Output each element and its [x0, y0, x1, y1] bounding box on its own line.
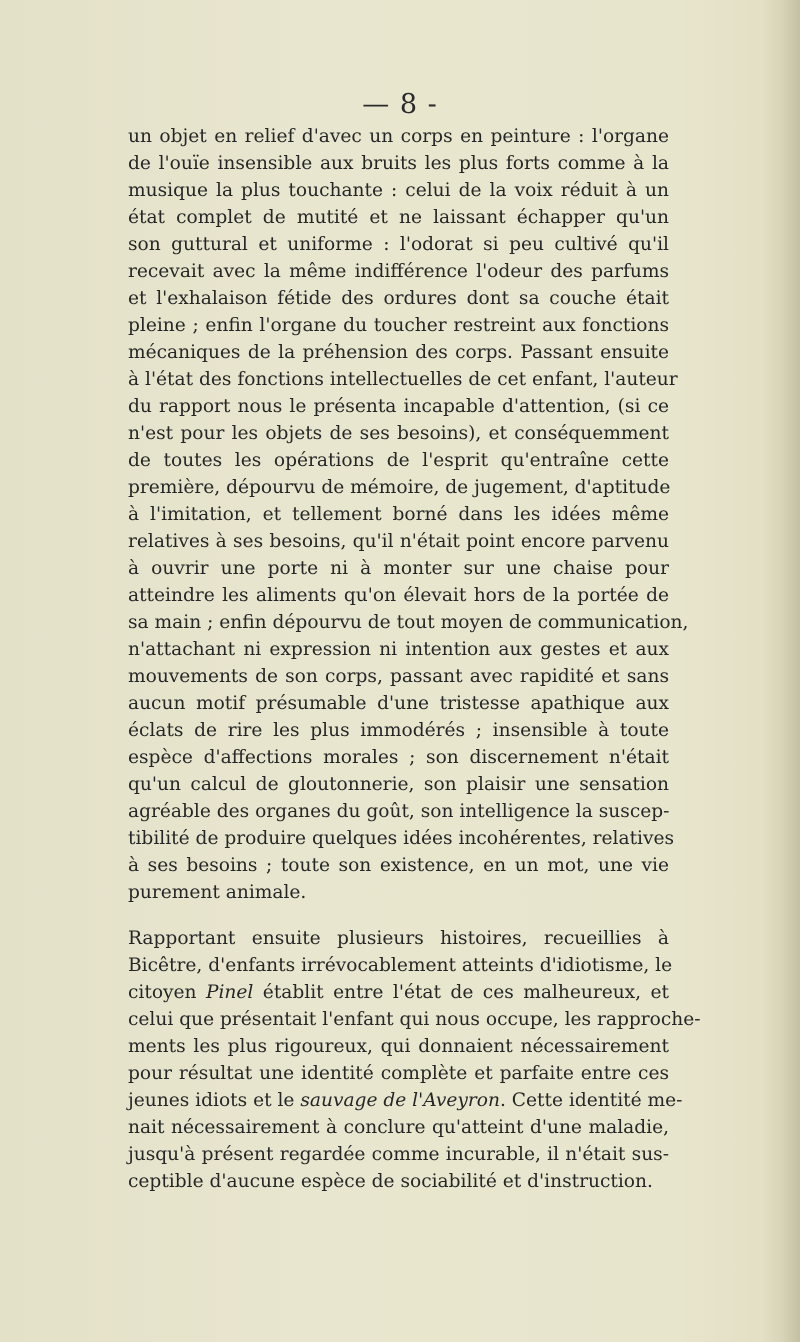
text-line: du rapport nous le présenta incapable d'attention, (si ce	[128, 396, 669, 417]
text-line: qu'un calcul de gloutonnerie, son plaisir une sensation	[128, 774, 669, 795]
text-line: et l'exhalaison fétide des ordures dont sa couche était	[128, 288, 669, 309]
text-line: jeunes idiots et le sauvage de l'Aveyron. Cette identité me-	[128, 1090, 683, 1111]
text-line: de toutes les opérations de l'esprit qu'entraîne cette	[128, 450, 669, 471]
text-line: sa main ; enfin dépourvu de tout moyen de communication,	[128, 612, 689, 633]
page-number: — 8 -	[362, 89, 438, 120]
text-line: ments les plus rigoureux, qui donnaient nécessairement	[128, 1036, 669, 1057]
body-text	[128, 123, 701, 1195]
text-line: ceptible d'aucune espèce de sociabilité et d'instruction.	[128, 1171, 653, 1192]
text-line: mouvements de son corps, passant avec rapidité et sans	[128, 666, 669, 687]
text-line: première, dépourvu de mémoire, de jugement, d'aptitude	[128, 477, 671, 498]
text-line: un objet en relief d'avec un corps en peinture : l'organe	[128, 126, 669, 147]
paragraph	[128, 925, 701, 1195]
text-line: atteindre les aliments qu'on élevait hors de la portée de	[128, 585, 669, 606]
text-line: son guttural et uniforme : l'odorat si peu cultivé qu'il	[128, 234, 669, 255]
text-line: relatives à ses besoins, qu'il n'était point encore parvenu	[128, 531, 669, 552]
text-line: à ses besoins ; toute son existence, en un mot, une vie	[128, 855, 669, 876]
text-line: agréable des organes du goût, son intelligence la suscep-	[128, 801, 670, 822]
text-line: état complet de mutité et ne laissant échapper qu'un	[128, 207, 669, 228]
paragraph	[128, 123, 689, 906]
text-line: Rapportant ensuite plusieurs histoires, recueillies à	[128, 928, 669, 949]
text-line: pleine ; enfin l'organe du toucher restreint aux fonctions	[128, 315, 669, 336]
paragraph-gap	[128, 906, 669, 925]
text-line: à l'état des fonctions intellectuelles de cet enfant, l'auteur	[128, 369, 678, 390]
text-line: aucun motif présumable d'une tristesse apathique aux	[128, 693, 669, 714]
text-line: Bicêtre, d'enfants irrévocablement atteints d'idiotisme, le	[128, 955, 673, 976]
text-line: tibilité de produire quelques idées incohérentes, relatives	[128, 828, 675, 849]
text-line: recevait avec la même indifférence l'odeur des parfums	[128, 261, 669, 282]
text-line: citoyen Pinel établit entre l'état de ces malheureux, et	[128, 982, 670, 1003]
text-line: n'est pour les objets de ses besoins), et conséquemment	[128, 423, 669, 444]
page-edge-shadow	[762, 0, 800, 1342]
text-line: de l'ouïe insensible aux bruits les plus forts comme à la	[128, 153, 669, 174]
text-line: n'attachant ni expression ni intention aux gestes et aux	[128, 639, 669, 660]
text-line: purement animale.	[128, 882, 307, 903]
text-line: espèce d'affections morales ; son discernement n'était	[128, 747, 669, 768]
text-line: celui que présentait l'enfant qui nous occupe, les rapproche-	[128, 1009, 701, 1030]
text-line: jusqu'à présent regardée comme incurable, il n'était sus-	[128, 1144, 669, 1165]
text-line: mécaniques de la préhension des corps. Passant ensuite	[128, 342, 669, 363]
text-line: éclats de rire les plus immodérés ; insensible à toute	[128, 720, 669, 741]
text-line: pour résultat une identité complète et parfaite entre ces	[128, 1063, 669, 1084]
text-line: à ouvrir une porte ni à monter sur une chaise pour	[128, 558, 669, 579]
text-line: nait nécessairement à conclure qu'atteint d'une maladie,	[128, 1117, 669, 1138]
text-line: musique la plus touchante : celui de la voix réduit à un	[128, 180, 669, 201]
text-line: à l'imitation, et tellement borné dans les idées même	[128, 504, 669, 525]
